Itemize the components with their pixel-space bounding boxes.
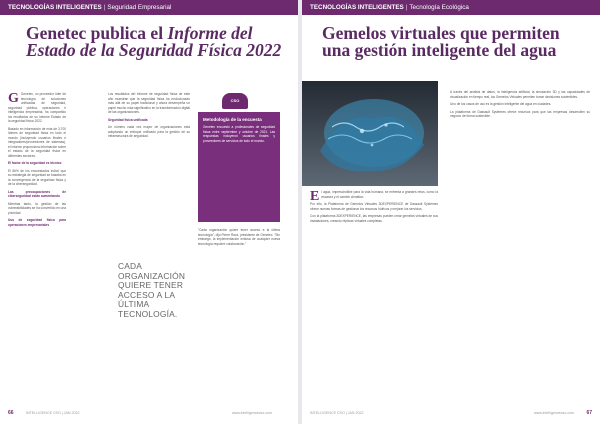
left-column-1: G Genetec, un proveedor líder de tecnología de soluciones unificadas de seguridad, seguridad pública, operaciones e inteligencia empresarial, ha compartido los resultados de su informe Estado de la seguridad física 2022. Basado en información de más de 3.700 líderes de seguridad física en todo el mundo (incluyendo usuarios finales e integradores/proveedores de sistemas), el informe proporciona información sobre el estado de la seguridad física en diferentes sectores. El factor de la seguridad es técnico El 66% de los encuestados indicó que su estrategia de seguridad se basaba en la convergencia de la seguridad física y de la ciberseguridad. Las preocupaciones de ciberseguridad están aumentando Mientras tanto, la gestión de las vulnerabilidades se ha convertido en una prioridad. Uso de seguridad física para operaciones empresariales: [8, 91, 66, 227]
left-section-header: TECNOLOGÍAS INTELIGENTES | Seguridad Empresarial: [0, 0, 298, 15]
methodology-text: Genetec encuestó a profesionales de seguridad física entre septiembre y octubre de 2021. Las respuestas incluyeron usuarios finales y proveedores de servicios de todo el mundo.: [203, 125, 275, 143]
water-photo-illustration: [302, 81, 438, 186]
left-column-3: "Cada organización quiere tener acceso a la última tecnología", dijo Pierre Racz, presidente de Genetec. "Sin embargo, la implementación exitosa de cualquier nueva tecnología requiere colaboración.": [198, 228, 280, 246]
pull-quote: CADA ORGANIZACIÓN QUIERE TENER ACCESO A LA ÚLTIMA TECNOLOGÍA.: [118, 261, 186, 319]
right-section-header: TECNOLOGÍAS INTELIGENTES | Tecnología Ecológica: [302, 0, 600, 15]
left-footer: [0, 410, 298, 418]
left-article-title: Genetec publica el Informe del Estado de la Seguridad Física 2022: [26, 23, 282, 60]
right-url: www.intelligencecso.com: [534, 411, 574, 415]
left-section-topic: Seguridad Empresarial: [107, 4, 172, 11]
methodology-heading: Metodología de la encuesta: [203, 117, 262, 122]
left-intro: G Genetec, un proveedor líder de tecnología de soluciones unificadas de seguridad, seguridad pública, operaciones e inteligencia empresarial, ha compartido los resultados de su informe Estado de la seguridad física 2022.: [8, 91, 66, 123]
right-section-category: TECNOLOGÍAS INTELIGENTES: [310, 4, 404, 11]
right-article-title: Gemelos virtuales que permiten una gestión inteligente del agua: [322, 23, 560, 60]
left-section-category: TECNOLOGÍAS INTELIGENTES: [8, 4, 102, 11]
right-magazine-name: INTELLIGENCE CSO | JAN 2022: [310, 411, 364, 415]
right-column-1: El agua, imprescindible para la vida humana, se enfrenta a grandes retos, como la escasez y el cambio climático. Por ello, la Plataforma de Gemelos Virtuales 3DEXPERIENCE de Dassault Systèmes ofrece nuevas formas de gestionar los recursos hídricos y mejorar los servicios. Con la plataforma 3DEXPERIENCE, las empresas pueden crear gemelos virtuales de sus instalaciones, creando réplicas virtuales completas.: [310, 189, 438, 223]
right-section-topic: Tecnología Ecológica: [409, 4, 469, 11]
water-hero-image: [302, 81, 438, 186]
left-page: [0, 0, 298, 424]
left-page-number: 66: [8, 410, 14, 416]
cso-logo: CSO: [222, 93, 248, 109]
methodology-box: [198, 112, 280, 222]
left-url: www.intelligencecso.com: [232, 411, 272, 415]
right-page: [302, 0, 600, 424]
left-magazine-name: INTELLIGENCE CSO | JAN 2022: [26, 411, 80, 415]
right-intro: El agua, imprescindible para la vida humana, se enfrenta a grandes retos, como la escasez y el cambio climático.: [310, 189, 438, 204]
right-column-2: A través del análisis de datos, la inteligencia artificial, la simulación 3D y las capacidades de visualización en tiempo real, los Gemelos Virtuales permiten tomar decisiones sostenibles. Uno de los casos de uso es la gestión inteligente del agua en ciudades. La plataforma de Dassault Systèmes ofrece recursos para que las empresas desarrollen su negocio de forma sostenible.: [450, 90, 590, 118]
right-footer: [302, 410, 600, 418]
right-page-number: 67: [586, 410, 592, 416]
left-column-2: Los resultados del informe de seguridad física de este año muestran que la seguridad física ha evolucionado más allá de su papel tradicional y ahora desempeña un papel mucho más significativo en la transformación digital de las organizaciones. Seguridad física unificada Un número cada vez mayor de organizaciones está adoptando un enfoque unificado para la gestión de su infraestructura de seguridad.: [108, 92, 190, 138]
